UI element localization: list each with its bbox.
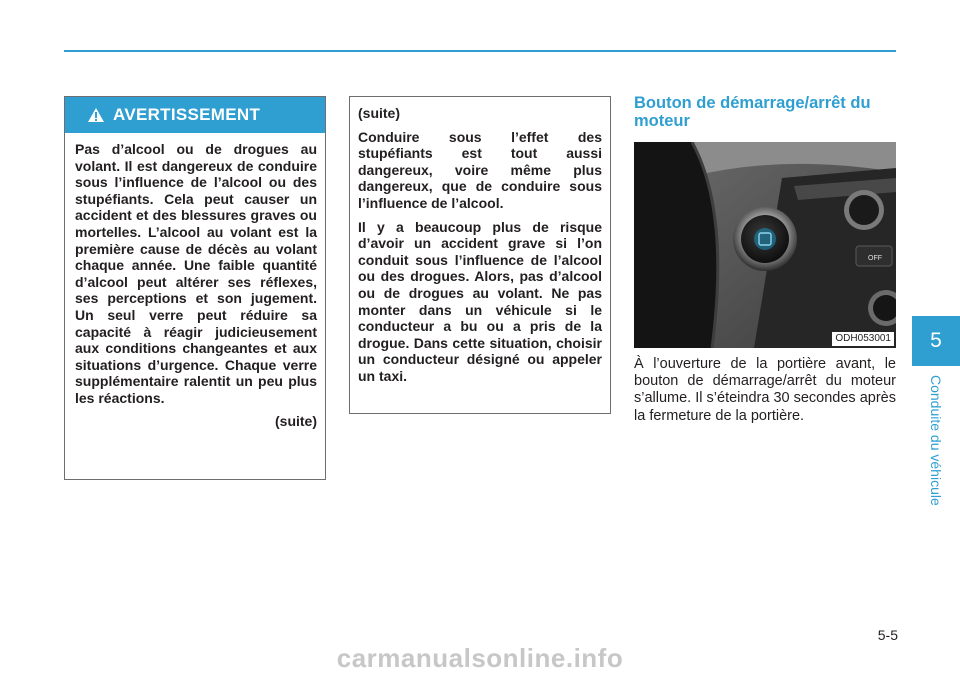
chapter-label bbox=[912, 370, 960, 510]
warning-suite: (suite) bbox=[275, 412, 317, 429]
top-rule bbox=[64, 50, 896, 52]
image-code: ODH053001 bbox=[832, 332, 894, 346]
section-title: Bouton de démarrage/arrêt du moteur bbox=[634, 94, 871, 130]
chapter-number-tab: 5 bbox=[912, 316, 960, 366]
continuation-suite: (suite) bbox=[358, 105, 400, 121]
section-body: À l’ouverture de la portière avant, le bouton de démarrage/arrêt du moteur s’allume. Il s’éteindra 30 secondes après la fermeture de la portière. bbox=[634, 356, 896, 424]
watermark: carmanualsonline.info bbox=[336, 643, 624, 673]
chapter-label-text: Conduite du véhicule bbox=[928, 374, 944, 506]
warning-continuation-box bbox=[349, 96, 611, 414]
warning-text: Pas d’alcool ou de drogues au volant. Il est dangereux de conduire sous l’influence de l’alcool ou des stupéfiants. Cela peut causer un accident et des blessures graves ou mortelles. L’alcool au volant est la première cause de décès au volant chaque année. Une faible quantité d’alcool peut altérer ses réflexes, ses perceptions et son jugement. Un seul verre peut réduire sa capacité à réagir judicieusement aux conditions changeantes et aux situations d’urgence. Chaque verre supplémentaire ralentit un peu plus les réactions. bbox=[75, 141, 317, 406]
warning-box bbox=[64, 96, 326, 480]
continuation-paragraph-2: Il y a beaucoup plus de risque d’avoir un accident grave si l’on conduit sous l’influence de l’alcool ou des drogues. Alors, pas d’alcool ou de drogues au volant. Ne pas monter dans un véhicule si le conducteur a bu ou a pris de la drogue. Dans cette situation, choisir un conducteur désigné ou appeler un taxi. bbox=[358, 218, 602, 384]
warning-title: AVERTISSEMENT bbox=[113, 105, 261, 124]
engine-button-photo bbox=[634, 142, 896, 348]
warning-header bbox=[65, 97, 325, 133]
page-number: 5-5 bbox=[877, 627, 898, 643]
warning-triangle-icon bbox=[87, 107, 105, 123]
continuation-paragraph-1: Conduire sous l’effet des stupéfiants est tout aussi dangereux, voire même plus dangereux, que de conduire sous l’influence de l’alcool. bbox=[358, 128, 602, 211]
button-off-label: OFF bbox=[868, 255, 882, 262]
